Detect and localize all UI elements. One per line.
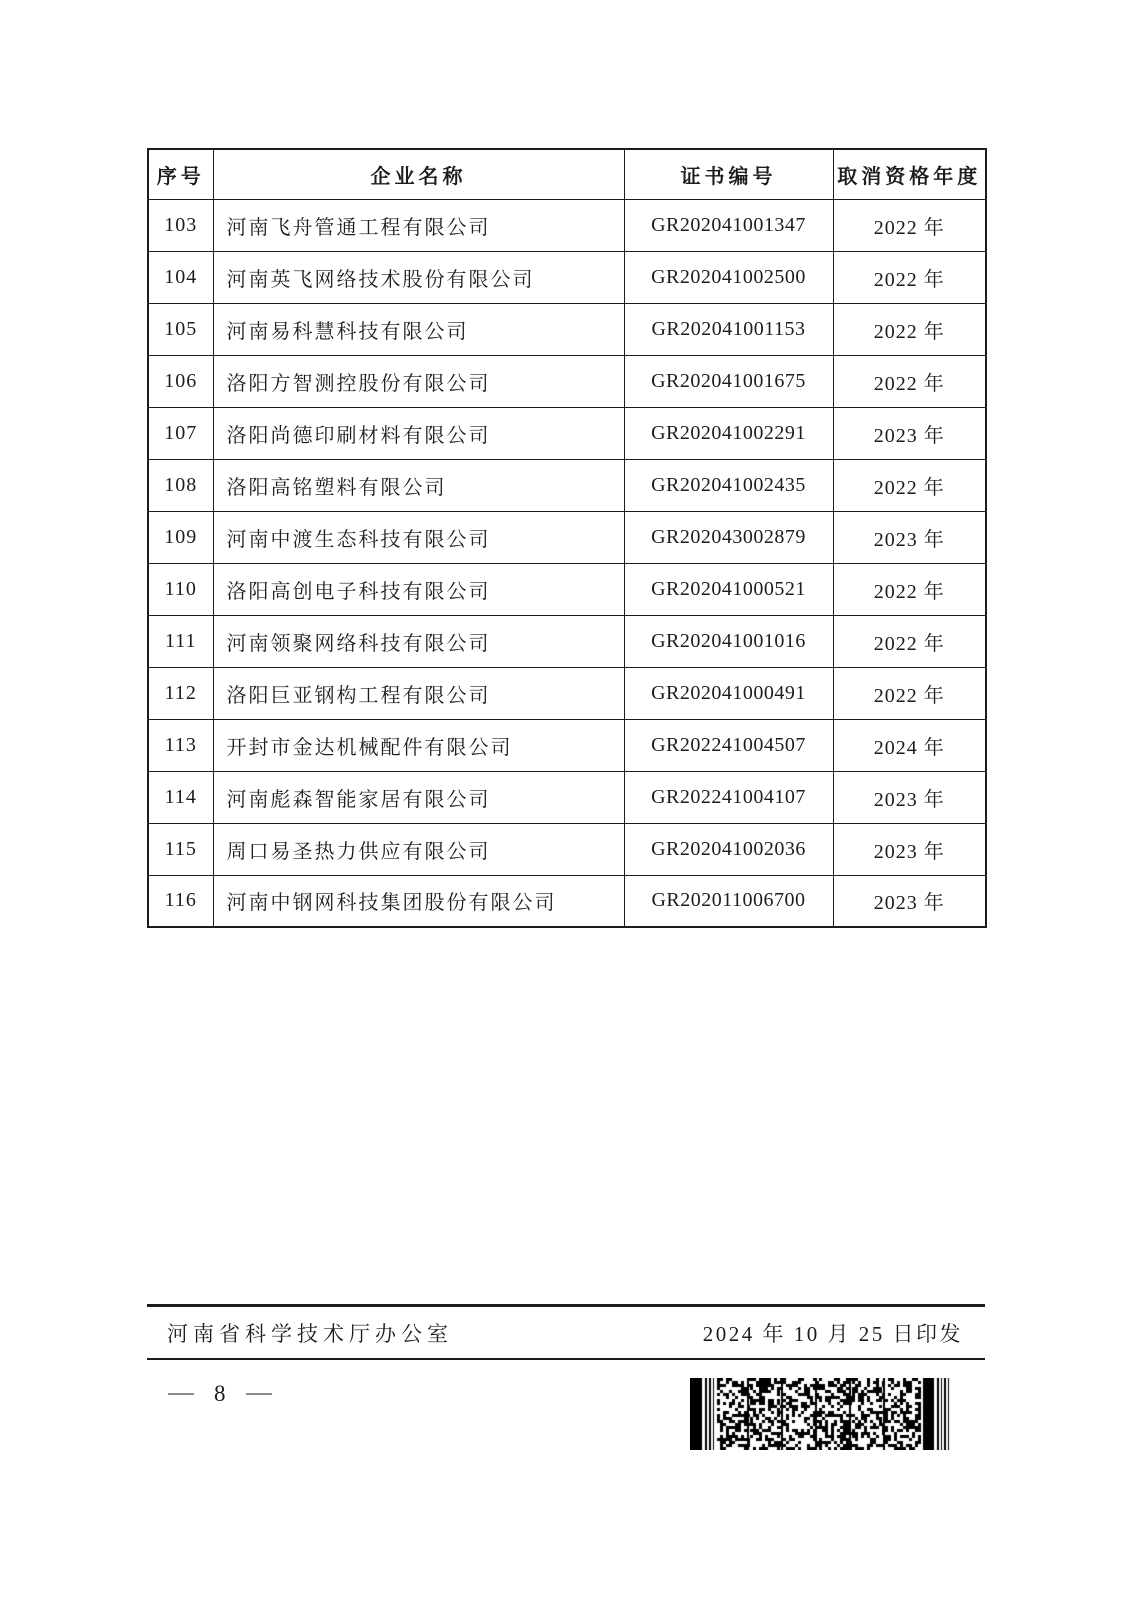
year-cell: 2023 年 (833, 511, 986, 563)
year-cell: 2022 年 (833, 355, 986, 407)
cert-number-cell: GR202041001153 (624, 303, 833, 355)
year-cell: 2023 年 (833, 823, 986, 875)
footer-rule-bottom (147, 1358, 985, 1360)
serial-cell: 106 (148, 355, 213, 407)
table-row (148, 667, 986, 719)
cert-number-cell: GR202041000491 (624, 667, 833, 719)
year-cell: 2023 年 (833, 875, 986, 927)
company-cell: 开封市金达机械配件有限公司 (213, 719, 624, 771)
cert-number-cell: GR202241004507 (624, 719, 833, 771)
page-number-dash-right (246, 1393, 272, 1395)
year-cell: 2022 年 (833, 563, 986, 615)
year-cell: 2022 年 (833, 303, 986, 355)
cert-number-cell: GR202041001675 (624, 355, 833, 407)
year-cell: 2022 年 (833, 199, 986, 251)
col-header-company: 企业名称 (213, 149, 624, 199)
company-cell: 洛阳高创电子科技有限公司 (213, 563, 624, 615)
cert-number-cell: GR202041002036 (624, 823, 833, 875)
company-cell: 河南飞舟管通工程有限公司 (213, 199, 624, 251)
company-cell: 洛阳巨亚钢构工程有限公司 (213, 667, 624, 719)
table-row (148, 303, 986, 355)
cert-number-cell: GR202241004107 (624, 771, 833, 823)
serial-cell: 109 (148, 511, 213, 563)
page-number (168, 1381, 272, 1407)
company-cell: 河南中渡生态科技有限公司 (213, 511, 624, 563)
table-row (148, 719, 986, 771)
company-cell: 周口易圣热力供应有限公司 (213, 823, 624, 875)
table-row (148, 199, 986, 251)
disqualified-companies-table (147, 148, 987, 928)
company-cell: 河南英飞网络技术股份有限公司 (213, 251, 624, 303)
cert-number-cell: GR202041000521 (624, 563, 833, 615)
cert-number-cell: GR202041002291 (624, 407, 833, 459)
page-number-dash-left (168, 1393, 194, 1395)
serial-cell: 116 (148, 875, 213, 927)
year-cell: 2022 年 (833, 667, 986, 719)
cert-number-cell: GR202041001016 (624, 615, 833, 667)
year-cell: 2022 年 (833, 615, 986, 667)
table-row (148, 771, 986, 823)
serial-cell: 114 (148, 771, 213, 823)
table-row (148, 823, 986, 875)
serial-cell: 110 (148, 563, 213, 615)
year-cell: 2023 年 (833, 771, 986, 823)
table-header-row (148, 149, 986, 199)
cert-number-cell: GR202041002500 (624, 251, 833, 303)
col-header-serial: 序号 (148, 149, 213, 199)
cert-number-cell: GR202041001347 (624, 199, 833, 251)
table-row (148, 459, 986, 511)
year-cell: 2024 年 (833, 719, 986, 771)
serial-cell: 105 (148, 303, 213, 355)
company-cell: 河南领聚网络科技有限公司 (213, 615, 624, 667)
table-row (148, 563, 986, 615)
company-cell: 洛阳方智测控股份有限公司 (213, 355, 624, 407)
footer-row (147, 1307, 985, 1358)
year-cell: 2022 年 (833, 459, 986, 511)
company-cell: 河南彪森智能家居有限公司 (213, 771, 624, 823)
serial-cell: 107 (148, 407, 213, 459)
footer-issuer: 河南省科学技术厅办公室 (167, 1321, 453, 1346)
col-header-cert: 证书编号 (624, 149, 833, 199)
table-row (148, 355, 986, 407)
serial-cell: 111 (148, 615, 213, 667)
page-number-value: 8 (214, 1381, 226, 1406)
col-header-year: 取消资格年度 (833, 149, 986, 199)
table-row (148, 615, 986, 667)
footer-print-date: 2024 年 10 月 25 日印发 (702, 1321, 963, 1346)
cert-number-cell: GR202041002435 (624, 459, 833, 511)
serial-cell: 112 (148, 667, 213, 719)
serial-cell: 103 (148, 199, 213, 251)
company-cell: 河南中钢网科技集团股份有限公司 (213, 875, 624, 927)
table-row (148, 251, 986, 303)
table-row (148, 511, 986, 563)
cert-number-cell: GR202011006700 (624, 875, 833, 927)
serial-cell: 108 (148, 459, 213, 511)
serial-cell: 115 (148, 823, 213, 875)
table-row (148, 407, 986, 459)
company-cell: 河南易科慧科技有限公司 (213, 303, 624, 355)
cert-number-cell: GR202043002879 (624, 511, 833, 563)
year-cell: 2022 年 (833, 251, 986, 303)
serial-cell: 104 (148, 251, 213, 303)
serial-cell: 113 (148, 719, 213, 771)
table-row (148, 875, 986, 927)
company-cell: 洛阳尚德印刷材料有限公司 (213, 407, 624, 459)
year-cell: 2023 年 (833, 407, 986, 459)
company-cell: 洛阳高铭塑料有限公司 (213, 459, 624, 511)
pdf417-barcode-icon (690, 1378, 960, 1450)
